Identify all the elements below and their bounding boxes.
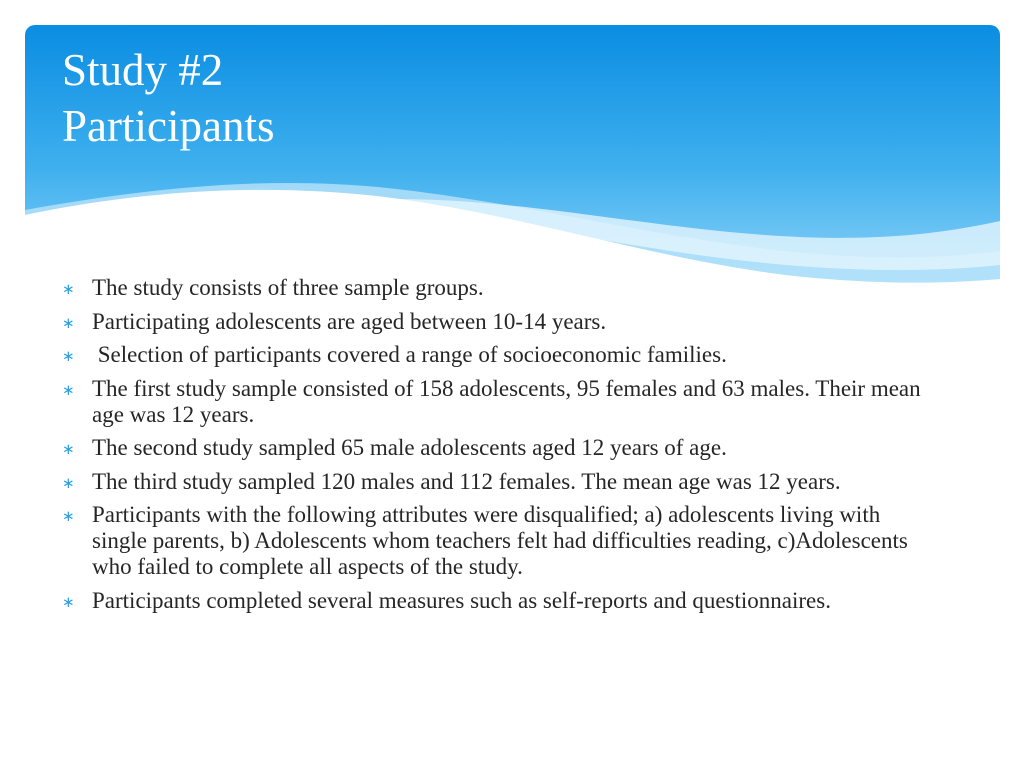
bullet-text: Participants completed several measures such as self-reports and questionnaires.	[92, 587, 831, 613]
list-item	[62, 309, 922, 335]
header-banner	[25, 25, 1000, 287]
bullet-text: Selection of participants covered a range of socioeconomic families.	[92, 342, 727, 367]
bullet-text: The first study sample consisted of 158 adolescents, 95 females and 63 males. Their mean age was 12 years.	[92, 375, 927, 427]
asterisk-icon: ∗	[62, 507, 75, 525]
list-item	[62, 435, 922, 461]
bullet-text: The third study sampled 120 males and 112 females. The mean age was 12 years.	[92, 468, 841, 494]
asterisk-icon: ∗	[62, 473, 75, 492]
bullet-text: Participants with the following attributes were disqualified; a) adolescents living with single parents, b) Adolescents whom teachers felt had difficulties reading, c)Adolescents who failed to complete all aspects of the study.	[92, 502, 914, 579]
page-title	[62, 42, 274, 154]
title-line-2: Participants	[62, 101, 275, 151]
list-item	[62, 342, 922, 368]
list-item	[62, 502, 922, 580]
bullet-list	[62, 275, 927, 621]
list-item	[62, 375, 927, 428]
asterisk-icon: ∗	[62, 280, 75, 298]
bullet-text: Participating adolescents are aged between 10-14 years.	[92, 308, 607, 334]
asterisk-icon: ∗	[62, 380, 75, 399]
asterisk-icon: ∗	[62, 592, 75, 611]
list-item	[62, 588, 922, 614]
list-item	[62, 469, 922, 495]
bullet-text: The second study sampled 65 male adolescents aged 12 years of age.	[92, 435, 727, 460]
asterisk-icon: ∗	[62, 440, 75, 458]
list-item	[62, 275, 922, 301]
asterisk-icon: ∗	[62, 347, 75, 365]
title-line-1: Study #2	[62, 45, 224, 95]
asterisk-icon: ∗	[62, 313, 75, 332]
bullet-text: The study consists of three sample groups.	[92, 275, 484, 300]
